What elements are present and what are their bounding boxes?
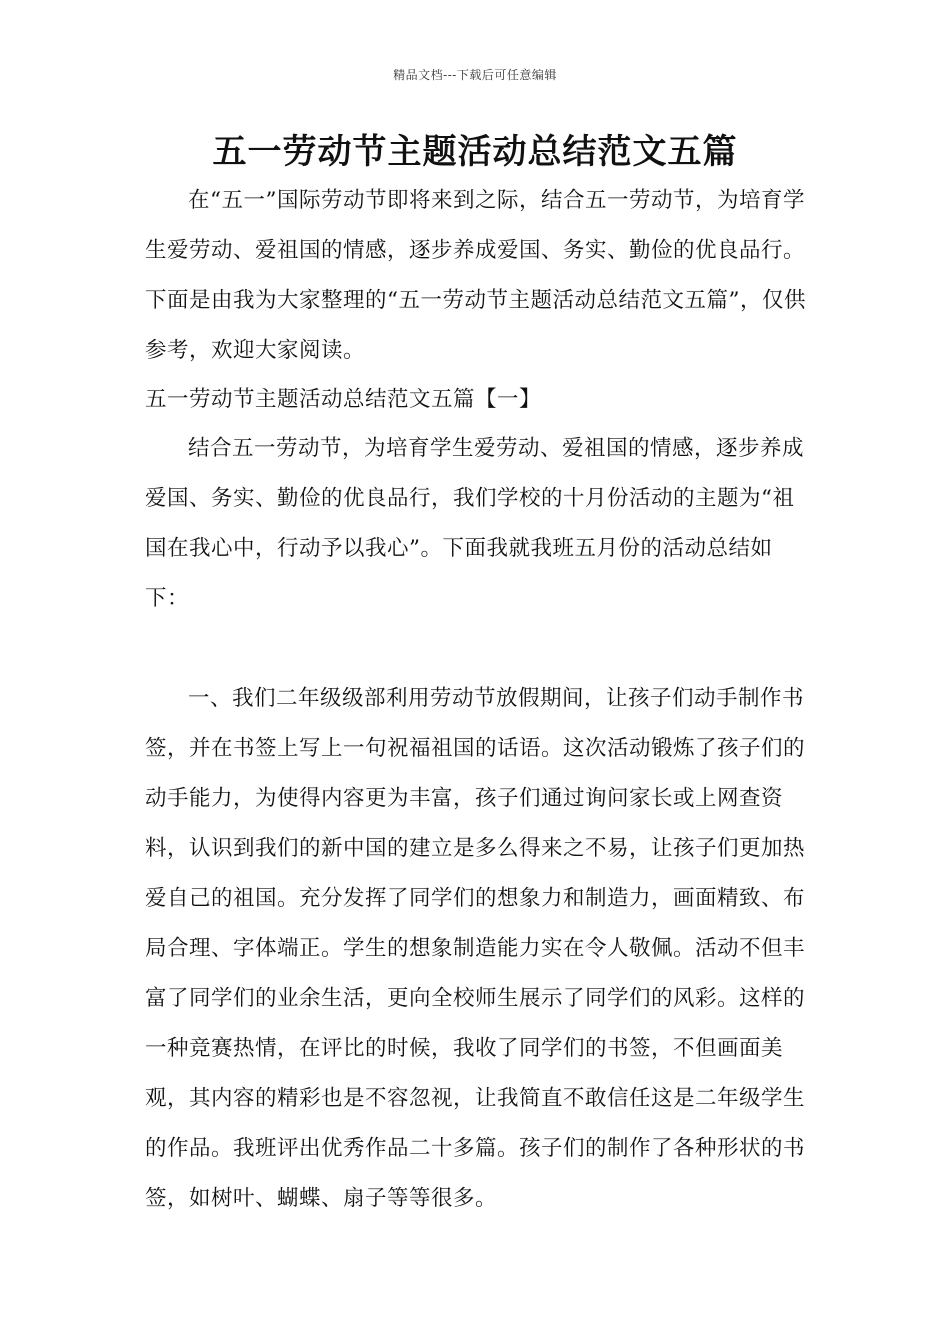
paragraph-1: 结合五一劳动节，为培育学生爱劳动、爱祖国的情感，逐步养成爱国、务实、勤俭的优良品行，我们学校的十月份活动的主题为“祖国在我心中，行动予以我心”。下面我就我班五月份的活动总结如下： — [145, 436, 805, 611]
paragraph-block-1 — [145, 424, 813, 624]
paragraph-block-2 — [145, 674, 813, 1224]
intro-paragraph: 在“五一”国际劳动节即将来到之际，结合五一劳动节，为培育学生爱劳动、爱祖国的情感，逐步养成爱国、务实、勤俭的优良品行。下面是由我为大家整理的“五一劳动节主题活动总结范文五篇”，仅供参考，欢迎大家阅读。 — [145, 188, 806, 363]
intro-block — [145, 176, 813, 376]
header-note: 精品文档---下载后可任意编辑 — [393, 68, 557, 82]
paragraph-2: 一、我们二年级级部利用劳动节放假期间，让孩子们动手制作书签，并在书签上写上一句祝福祖国的话语。这次活动锻炼了孩子们的动手能力，为使得内容更为丰富，孩子们通过询问家长或上网查资料，认识到我们的新中国的建立是多么得来之不易，让孩子们更加热爱自己的祖国。充分发挥了同学们的想象力和制造力，画面精致、布局合理、字体端正。学生的想象制造能力实在令人敬佩。活动不但丰富了同学们的业余生活，更向全校师生展示了同学们的风彩。这样的一种竞赛热情，在评比的时候，我收了同学们的书签，不但画面美观，其内容的精彩也是不容忽视，让我简直不敢信任这是二年级学生的作品。我班评出优秀作品二十多篇。孩子们的制作了各种形状的书签，如树叶、蝴蝶、扇子等等很多。 — [145, 686, 806, 1211]
document-title: 五一劳动节主题活动总结范文五篇 — [212, 132, 738, 172]
section-heading: 五一劳动节主题活动总结范文五篇【一】 — [145, 387, 542, 412]
